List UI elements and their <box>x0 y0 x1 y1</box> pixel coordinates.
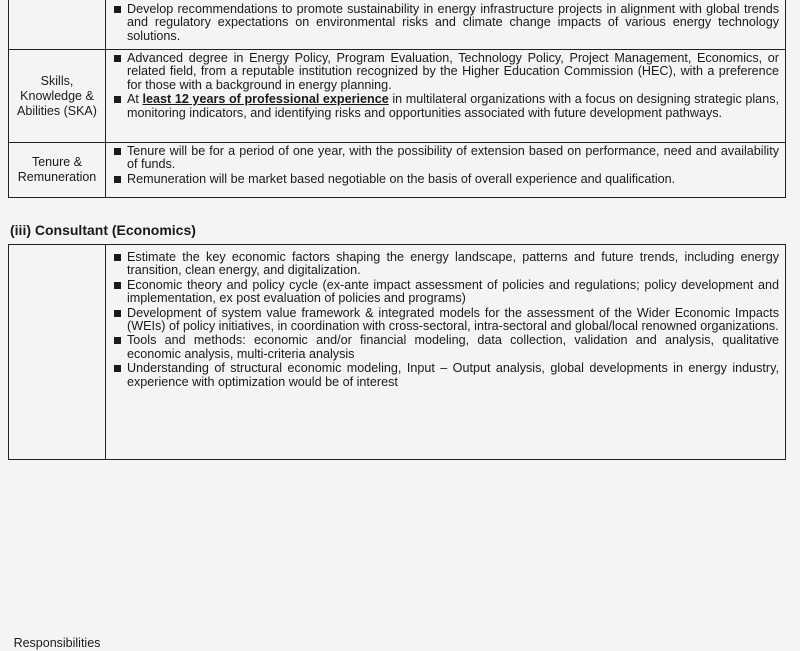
square-bullet-icon <box>114 148 121 155</box>
list-item: At least 12 years of professional experience in multilateral organizations with a focus on designing strategic plans, monitoring indicators, and identifying risks and opportunities associated with future development pathways. <box>112 93 779 120</box>
row-content <box>106 245 786 460</box>
label-line: Skills, <box>40 73 74 88</box>
list-item: Tenure will be for a period of one year, with the possibility of extension based on performance, need and availability of funds. <box>112 145 779 172</box>
row-label-ska <box>9 50 106 143</box>
row-content <box>106 50 786 143</box>
label-line: Abilities (SKA) <box>17 103 97 118</box>
table-row <box>9 143 786 198</box>
responsibilities-table <box>8 244 786 650</box>
row-content <box>106 143 786 198</box>
square-bullet-icon <box>114 176 121 183</box>
list-item: Tools and methods: economic and/or financial modeling, data collection, validation and analysis, qualitative economic analysis, multi-criteria analysis <box>112 334 779 361</box>
bullet-list <box>112 145 779 186</box>
table-row <box>9 245 786 460</box>
label-line: Remuneration <box>17 170 97 184</box>
list-item: Understanding of structural economic modeling, Input – Output analysis, global developments in energy industry, experience with optimization would be of interest <box>112 362 779 389</box>
row-label-responsibilities <box>9 245 106 650</box>
row-label-empty <box>9 0 106 50</box>
label-line: Responsibilities <box>13 636 101 650</box>
row-content <box>106 0 786 50</box>
list-item: Estimate the key economic factors shaping the energy landscape, patterns and future trends, including energy transition, clean energy, and digitalization. <box>112 251 779 278</box>
requirements-table <box>8 0 786 198</box>
label-line: Tenure & <box>31 155 83 169</box>
list-item: Develop recommendations to promote sustainability in energy infrastructure projects in alignment with global trends and regulatory expectations on environmental risks and climate change impacts of various energy technology solutions. <box>112 3 779 43</box>
square-bullet-icon <box>114 6 121 13</box>
bullet-list <box>112 251 779 389</box>
square-bullet-icon <box>114 96 121 103</box>
label-line: Knowledge & <box>20 88 94 103</box>
square-bullet-icon <box>114 254 121 261</box>
square-bullet-icon <box>114 282 121 289</box>
square-bullet-icon <box>114 310 121 317</box>
section-title: (iii) Consultant (Economics) <box>10 222 196 238</box>
table-row <box>9 0 786 50</box>
bullet-list <box>112 3 779 43</box>
square-bullet-icon <box>114 337 121 344</box>
list-item: Advanced degree in Energy Policy, Program Evaluation, Technology Policy, Project Management, Economics, or related field, from a reputable institution recognized by the Higher Education Commission (HEC), with a preference for those with a background in energy planning. <box>112 52 779 92</box>
experience-emphasis: least 12 years of professional experience <box>142 92 389 107</box>
square-bullet-icon <box>114 55 121 62</box>
row-label-tenure <box>9 143 106 198</box>
square-bullet-icon <box>114 365 121 372</box>
list-item: Remuneration will be market based negotiable on the basis of overall experience and qualification. <box>112 173 779 186</box>
list-item: Development of system value framework & integrated models for the assessment of the Wider Economic Impacts (WEIs) of policy initiatives, in coordination with cross-sectoral, intra-sectoral and global/local renowned organizations. <box>112 307 779 334</box>
bullet-list <box>112 52 779 120</box>
list-item: Economic theory and policy cycle (ex-ante impact assessment of policies and regulations; policy development and implementation, ex post evaluation of policies and programs) <box>112 279 779 306</box>
table-row <box>9 50 786 143</box>
